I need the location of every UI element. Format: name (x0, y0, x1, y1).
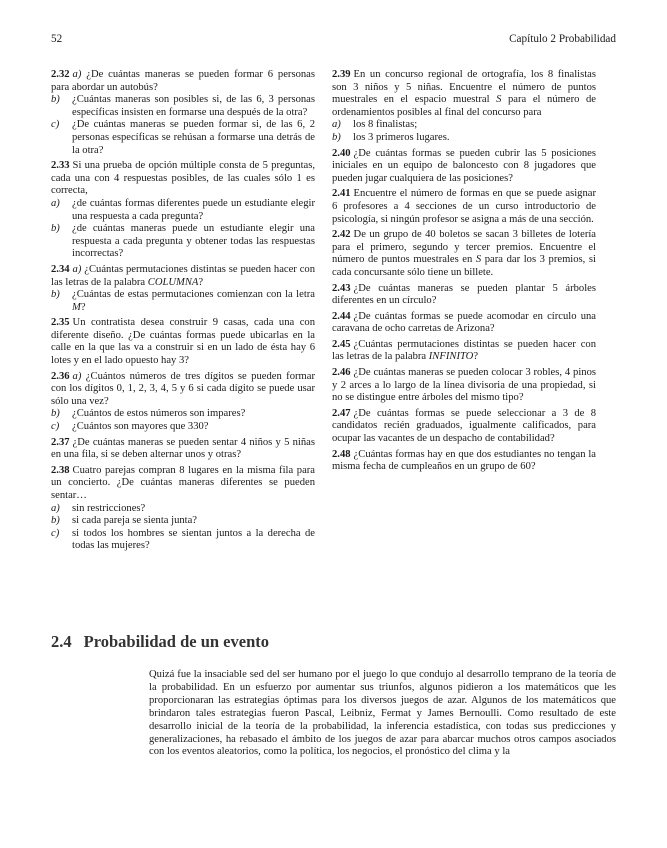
part-label: a) (332, 119, 341, 131)
exercise-number: 2.43 (332, 282, 351, 294)
word-infinito: INFINITO (428, 351, 474, 363)
exercise-text: Encuentre el número de formas en que se puede asignar 6 profesores a 4 secciones de un curso introductorio de psicología, si ningún profesor se asigna a más de una sección. (332, 188, 596, 225)
letter-m: M (72, 301, 81, 313)
section-number: 2.4 (51, 632, 72, 651)
part-label: b) (51, 94, 60, 106)
variable-s: S (475, 254, 482, 266)
exercise-part-c: ¿Cuántos son mayores que 330? (72, 421, 209, 433)
exercise-number: 2.34 (51, 263, 70, 275)
exercise-number: 2.45 (332, 338, 351, 350)
exercise-intro: Si una prueba de opción múltiple consta de 5 preguntas, cada una con 4 respuestas posibles, de las cuales sólo 1 es correcta, (51, 160, 315, 197)
exercises-right-column (332, 69, 596, 477)
exercise-2-35 (51, 317, 315, 367)
exercise-text: ¿De cuántas maneras se pueden plantar 5 árboles diferentes en un círculo? (332, 282, 596, 307)
section-paragraph: Quizá fue la insaciable sed del ser humano por el juego lo que condujo al desarrollo temprano de la teoría de la probabilidad. En un esfuerzo por aumentar sus triunfos, algunos pidieron a los matemáticos que les proporcionaran las estrategias óptimas para los diversos juegos de azar. Algunos de los matemáticos que brindaron tales estrategias fueron Pascal, Leibniz, Fermat y James Bernoulli. Como resultado de este desarrollo inicial de la teoría de la probabilidad, la inferencia estadística, con todas sus predicciones y generalizaciones, ha rebasado el ámbito de los juegos de azar para abarcar muchos otros campos asociados con los eventos aleatorios, como la política, los negocios, el pronóstico del clima y la (149, 669, 616, 758)
exercise-intro: En un concurso regional de ortografía, los 8 finalistas son 3 niños y 5 niñas. Encuentre el número de puntos muestrales en el espacio muestral (332, 69, 596, 106)
exercise-2-34 (51, 264, 315, 314)
punct: ? (80, 301, 86, 313)
exercise-text: ¿Cuántas permutaciones distintas se pueden hacer con las letras de la palabra (332, 338, 596, 363)
exercise-text: ¿De cuántas formas se puede acomodar en círculo una caravana de ocho carretas de Arizona? (332, 310, 596, 335)
exercise-2-42 (332, 229, 596, 279)
chapter-title: Capítulo 2 Probabilidad (509, 33, 616, 45)
exercise-2-43 (332, 283, 596, 308)
exercise-2-39 (332, 69, 596, 145)
exercise-part-a: ¿Cuántos números de tres dígitos se pueden formar con los dígitos 0, 1, 2, 3, 4, 5 y 6 si cada dígito se puede usar sólo una vez? (51, 370, 315, 407)
exercise-number: 2.39 (332, 69, 351, 80)
exercise-intro-cont: para el número de ordenamientos posibles al final del concurso para (332, 94, 596, 118)
exercise-number: 2.33 (51, 160, 70, 172)
part-label: b) (51, 515, 60, 527)
exercise-part-c: si todos los hombres se sientan juntos a la derecha de todas las mujeres? (72, 527, 315, 552)
exercise-number: 2.32 (51, 69, 70, 80)
exercise-number: 2.35 (51, 317, 70, 329)
page-number: 52 (51, 33, 63, 45)
part-label: a) (72, 370, 82, 382)
part-label: b) (332, 131, 341, 143)
variable-s: S (496, 94, 502, 106)
exercise-2-47 (332, 408, 596, 446)
exercise-2-44 (332, 311, 596, 336)
word-columna: COLUMNA (147, 276, 199, 288)
exercise-2-46 (332, 367, 596, 405)
exercise-2-48 (332, 449, 596, 474)
exercise-text: Un contratista desea construir 9 casas, cada una con diferente diseño. ¿De cuántas formas puede ubicarlas en la calle en la que las va a construir si en un lado de ésta hay 6 lotes y en el lado opuesto hay 3? (51, 317, 315, 367)
exercise-part-a: ¿Cuántas permutaciones distintas se pueden hacer con las letras de la palabra (51, 263, 316, 288)
exercise-number: 2.44 (332, 310, 351, 322)
exercises-left-column (51, 69, 315, 556)
exercise-part-b: ¿Cuántos de estos números son impares? (72, 408, 246, 420)
exercise-text: ¿De cuántas maneras se pueden sentar 4 niños y 5 niñas en una fila, si se deben alternar unos y otras? (51, 436, 315, 461)
part-label: b) (51, 223, 60, 235)
exercise-2-33 (51, 160, 315, 261)
part-label: c) (51, 527, 60, 539)
exercise-text-cont: para dar los 3 premios, si cada concursante sólo tiene un billete. (332, 254, 596, 278)
part-label: c) (51, 119, 60, 131)
exercise-number: 2.46 (332, 367, 351, 379)
exercise-part-a: ¿De cuántas maneras se pueden formar 6 personas para abordar un autobús? (51, 69, 315, 93)
exercise-part-b: ¿Cuántas de estas permutaciones comienzan con la letra (72, 289, 315, 301)
section-title: Probabilidad de un evento (83, 632, 269, 651)
exercise-number: 2.47 (332, 407, 351, 419)
part-label: b) (51, 289, 60, 301)
part-label: a) (72, 263, 82, 275)
exercise-2-38 (51, 465, 315, 553)
exercise-number: 2.42 (332, 229, 351, 241)
exercise-part-b: los 3 primeros lugares. (353, 131, 450, 143)
exercise-number: 2.37 (51, 436, 70, 448)
exercise-number: 2.48 (332, 448, 351, 460)
exercise-2-40 (332, 148, 596, 186)
exercise-2-41 (332, 188, 596, 226)
exercise-number: 2.38 (51, 464, 70, 476)
section-body (149, 669, 616, 759)
exercise-2-37 (51, 437, 315, 462)
punct: ? (198, 276, 204, 288)
exercise-part-b: ¿Cuántas maneras son posibles si, de las 6, 3 personas específicas insisten en formarse una después de la otra? (72, 94, 315, 118)
part-label: b) (51, 408, 60, 420)
exercise-part-a: ¿de cuántas formas diferentes puede un estudiante elegir una respuesta a cada pregunta? (72, 197, 315, 222)
exercise-part-b: ¿de cuántas maneras puede un estudiante elegir una respuesta a cada pregunta y obtener todas las respuestas incorrectas? (72, 223, 315, 260)
exercise-part-a: sin restricciones? (72, 502, 146, 514)
exercise-part-b: si cada pareja se sienta junta? (72, 515, 198, 527)
part-label: a) (72, 69, 82, 80)
exercise-text: De un grupo de 40 boletos se sacan 3 billetes de lotería para el primero, segundo y tercer premios. Encuentre el número de puntos muestrales en (332, 229, 596, 266)
exercise-text: ¿De cuántas maneras se pueden colocar 3 robles, 4 pinos y 2 arces a lo largo de la línea divisoria de una propiedad, si no se distingue entre árboles del mismo tipo? (332, 367, 596, 404)
exercise-text: ¿De cuántas formas se pueden cubrir las 5 posiciones iniciales en un equipo de baloncesto con 8 jugadores que pueden jugar cualquiera de las posiciones? (332, 147, 596, 184)
exercise-number: 2.36 (51, 370, 70, 382)
exercise-part-c: ¿De cuántas maneras se pueden formar si, de las 6, 2 personas específicas se rehúsan a formarse una detrás de la otra? (72, 119, 315, 156)
section-heading (51, 632, 269, 652)
exercise-number: 2.40 (332, 147, 351, 159)
exercise-2-45 (332, 339, 596, 364)
part-label: a) (51, 197, 60, 209)
exercise-intro: Cuatro parejas compran 8 lugares en la misma fila para un concierto. ¿De cuántas maneras diferentes se pueden sentar… (51, 464, 315, 501)
exercise-2-36 (51, 371, 315, 434)
part-label: c) (51, 421, 60, 433)
exercise-number: 2.41 (332, 188, 351, 200)
punct: ? (473, 351, 479, 363)
part-label: a) (51, 502, 60, 514)
exercise-part-a: los 8 finalistas; (353, 119, 418, 131)
exercise-text: ¿De cuántas formas se puede seleccionar a 3 de 8 candidatos recién graduados, igualmente calificados, para ocupar las vacantes de un despacho de contabilidad? (332, 407, 596, 445)
exercise-2-32 (51, 69, 315, 157)
exercise-text: ¿Cuántas formas hay en que dos estudiantes no tengan la misma fecha de cumpleaños en un grupo de 60? (332, 448, 596, 473)
